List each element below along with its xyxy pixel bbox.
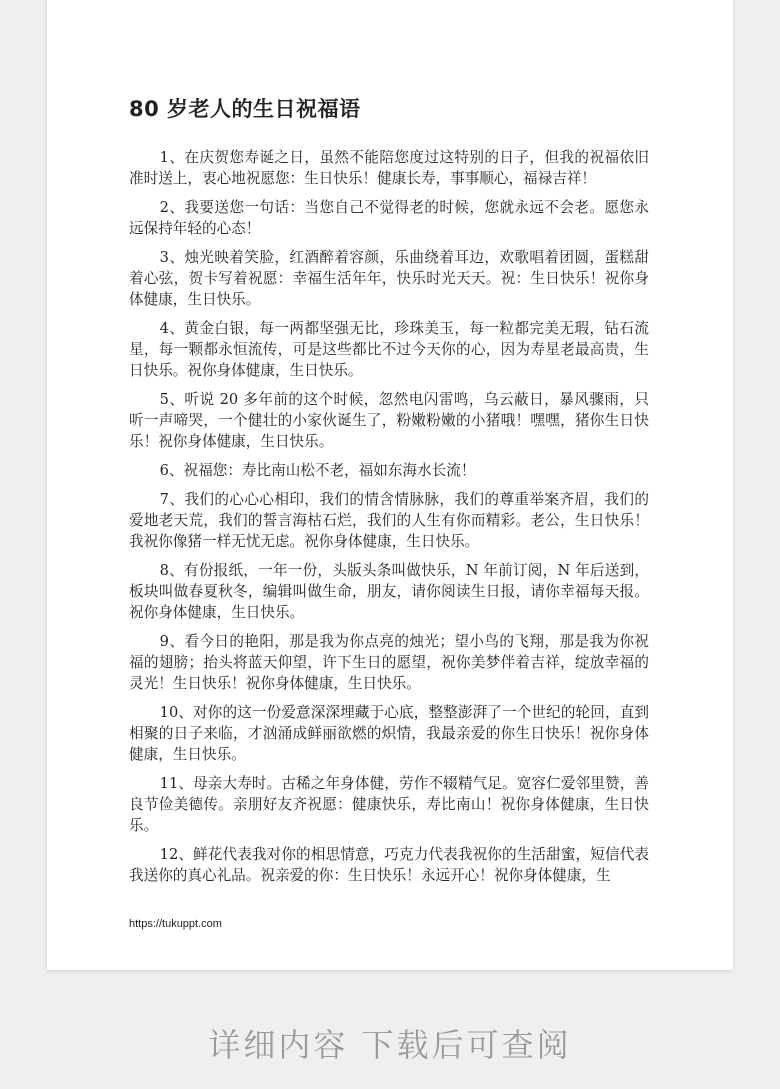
- page-title: 80 岁老人的生日祝福语: [129, 97, 361, 121]
- paragraph: 12、鲜花代表我对你的相思情意，巧克力代表我祝你的生活甜蜜，短信代表我送你的真心礼品。祝亲爱的你：生日快乐！永远开心！祝你身体健康，生: [129, 846, 649, 884]
- paragraph: 6、祝福您：寿比南山松不老，福如东海水长流！: [159, 462, 476, 479]
- document-body: [129, 147, 649, 894]
- paragraph: 10、对你的这一份爱意深深埋藏于心底，整整澎湃了一个世纪的轮回，直到相聚的日子来临，才汹涌成鲜丽欲燃的炽情，我最亲爱的你生日快乐！祝你身体健康，生日快乐。: [129, 704, 649, 763]
- paragraph: 1、在庆贺您寿诞之日，虽然不能陪您度过这特别的日子，但我的祝福依旧准时送上，衷心地祝愿您：生日快乐！健康长寿，事事顺心，福禄吉祥！: [129, 149, 649, 187]
- download-hint[interactable]: 详细内容 下载后可查阅: [208, 1026, 572, 1064]
- paragraph: 8、有份报纸，一年一份，头版头条叫做快乐，N 年前订阅，N 年后送到，板块叫做春夏秋冬，编辑叫做生命，朋友，请你阅读生日报，请你幸福每天报。祝你身体健康，生日快乐。: [129, 562, 649, 621]
- paragraph: 7、我们的心心心相印，我们的情含情脉脉，我们的尊重举案齐眉，我们的爱地老天荒，我们的誓言海枯石烂，我们的人生有你而精彩。老公，生日快乐！我祝你像猪一样无忧无虑。祝你身体健康，生日快乐。: [129, 491, 649, 550]
- paragraph: 5、听说 20 多年前的这个时候，忽然电闪雷鸣，乌云蔽日，暴风骤雨，只听一声啼哭，一个健壮的小家伙诞生了，粉嫩粉嫩的小猪哦！嘿嘿，猪你生日快乐！祝你身体健康，生日快乐。: [129, 391, 649, 450]
- paragraph: 9、看今日的艳阳，那是我为你点亮的烛光；望小鸟的飞翔，那是我为你祝福的翅膀；抬头将蓝天仰望，许下生日的愿望，祝你美梦伴着吉祥，绽放幸福的灵光！生日快乐！祝你身体健康，生日快乐。: [129, 633, 649, 692]
- paragraph: 2、我要送您一句话：当您自己不觉得老的时候，您就永远不会老。愿您永远保持年轻的心态！: [129, 199, 649, 237]
- paragraph: 3、烛光映着笑脸，红酒醉着容颜，乐曲绕着耳边，欢歌唱着团圆，蛋糕甜着心弦，贺卡写着祝愿：幸福生活年年，快乐时光天天。祝：生日快乐！祝你身体健康，生日快乐。: [129, 249, 649, 308]
- paragraph: 4、黄金白银，每一两都坚强无比，珍珠美玉，每一粒都完美无瑕，钻石流星，每一颗都永恒流传，可是这些都比不过今天你的心，因为寿星老最高贵，生日快乐。祝你身体健康，生日快乐。: [129, 320, 649, 379]
- source-url: https://tukuppt.com: [129, 918, 222, 930]
- paragraph: 11、母亲大寿时。古稀之年身体健，劳作不辍精气足。宽容仁爱邻里赞，善良节俭美德传。亲朋好友齐祝愿：健康快乐，寿比南山！祝你身体健康，生日快乐。: [129, 775, 649, 834]
- document-page: [47, 0, 733, 970]
